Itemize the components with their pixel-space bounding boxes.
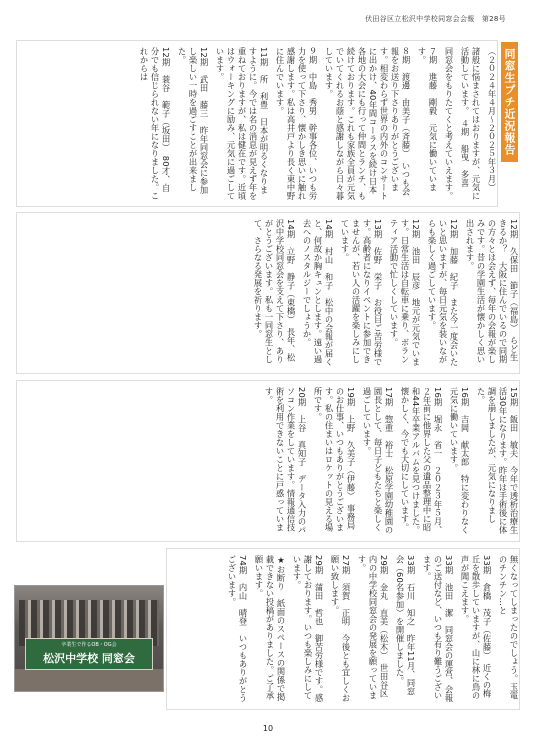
entry-murayama: 14期 村山 和子 松中の会報が届くと、何故か胸キュンとします。遠い過去へのノスタルジーでしょうか。 (302, 219, 334, 366)
newsletter-header: 伏田谷区立松沢中学校同窓会会報 第28号 (365, 15, 506, 23)
entry-kubota: 12期 久保田 節子（福島） らど生きるか？ 大阪に住んでいるので同期の方々とは会えず、毎年の会報が楽しみです。昔の学園生活が懐かしく思い出されます。 (465, 219, 519, 364)
entry-continued: 無くなってしまったのでしょう。玉電のチンチン…と (498, 555, 519, 700)
entry-uetani: 20期 上谷 真知子 データ入力のパソコン作業をしています。情報通信技術を利用できないことに戸惑っています。 (264, 387, 307, 534)
entry-ishikawa: 33期 石川 知之 昨年11月、同窓会（60名参加）を開催しました。 (395, 555, 416, 696)
text-band-4 (166, 548, 520, 710)
band-2-text (17, 219, 519, 367)
entry-minoya: 12期 蓑谷 範子（坂田） 80才、自分でも信じられない年になりました。これからは (139, 47, 171, 200)
notice: ★お断り 紙面のスペースの関係で掲載できない投稿がありました。ご了承願います。 (254, 555, 286, 702)
photo-banner (25, 638, 153, 670)
entry-text: 同窓会をもりたてくと考えていえます。 (444, 47, 454, 200)
entry-ueno: 19期 上野 久美子（伊藤） 事務局のお仕事、いつもありがとうございます。私の住まいはロケットの見える場所です。 (313, 387, 356, 532)
entry-iida: 15期 飯田 敏夫 今年で透析治療生活30年になります。昨年は手術後に体調を崩しましたが、元気になりました。 (476, 387, 519, 534)
photo-floor (15, 669, 163, 691)
entry-kamata: 29期 蒲田 哲也 御苦労様です。感謝しております。いつも楽しみにしています。 (292, 555, 324, 702)
entry-shindo: ７期 進藤 剛毅 元気に働いています。 (417, 47, 438, 192)
band-4-text (167, 555, 519, 703)
entry-nakajima: ９期 中島 秀男 幹事各位、いつも労力を使って下さり、懐かしき思いに触れ感謝します。私は高井戸より長く東中野に住んでいます。 (275, 47, 318, 200)
band-1-text (17, 47, 497, 200)
text-band-2 (16, 212, 520, 374)
entry-ikeda-kiyoshi: 33期 池田 潔 同窓会の運営、会報のご送付など、いつも有り難うございます。 (422, 555, 454, 702)
band-3-text (17, 387, 519, 535)
entry-uchiyama: 74期 内山 晴登 いつもありがとうございます。 (227, 555, 248, 702)
text-band-3 (16, 380, 520, 542)
entry-kato: 12期 加藤 紀子 また今一度会いたいと思いますが、毎日元気を装いながらも楽しく過ごしています。 (427, 219, 459, 366)
entry-tateno: 14期 立野 静子（東橋） 長年、松沢中学校同窓会を支えて下さり、ありがとうございます。私も一同窓生として、さらなる発展を祈ります。 (253, 219, 296, 364)
section-title: 同窓生プチ近況報告 (501, 42, 518, 162)
entry-ikeda: 12期 池田 辰彦 地元が元気でいます。日常生活は自転車に乗り、ボランティア活動で忙しくしています。 (389, 219, 421, 366)
entry-suga: 27期 須賀 正明 今後とも宜しくお願い致します。 (330, 555, 351, 702)
entry-funabiki: 諸般に悩まされてはおりますが、元気に活動しています。 ４期 船曳 多喜 (460, 47, 481, 200)
entry-horinaga: 16期 堀永 省一 ２０２３年５月、２年前に他界した父の遺品整理中に昭和44年卒業アルバムを見つけました。懐かしく、今でも大切にしています。 (400, 387, 443, 534)
entry-kurahashi: 33期 倉橋 茂子（佐藤） 近くの梅丘を散歩していますが、山に林に鳥の声が聞こえます。 (460, 555, 492, 700)
period-line: （２０２４年４月〜２０２５年３月） (487, 47, 497, 192)
entry-yoshioka: 16期 吉岡 献太郎 特に変わりなく元気に働いています。 (449, 387, 470, 534)
banner-title: 松沢中学校 同窓会 (43, 652, 135, 665)
entry-takeda: 12期 武田 藤三 昨年同窓会に参加し楽しい一時を過ごすことが出来ました。 (177, 47, 209, 194)
banner-subtitle: 卒業生で作るOB・OG会 (61, 642, 117, 648)
entry-soju: 17期 惣重 裕士 松原学園幼稚園の園長として、毎日子どもたちと楽しく過ごしています。 (362, 387, 394, 534)
entry-watanabe: ８期 渡邊 由美子（斉藤） いつも会報をお送り下さりありがとうございます。相変わらず世界の内外のコンサートに出かけ、40年間コーラスを続け日本各地の大会にも行って仲間とランチ、も続けております。これも家族全員が元気でいてくれるお蔭と感謝しながら日々暮しています。 (324, 47, 411, 200)
text-band-1 (16, 40, 498, 207)
entry-sano: 13期 佐野 栄子 お役目ご苦労様です。高齢者になりイベントに参加できませんが、若い人の活躍を楽しみにしています。 (340, 219, 383, 366)
entry-tokoro: 11期 所 利豊 日本が明るくなりますように。今では名の消息が見えず年を重ねておりますが、私は健在です。近頃はウォーキングに励み、元気に過ごしています。 (215, 47, 269, 200)
entry-kanamaru: 29期 金丸 直美（松木） 世田谷区内の中学校同窓会の発展を願っています。 (357, 555, 389, 700)
group-photo (14, 585, 164, 692)
page-number: 10 (262, 724, 274, 733)
